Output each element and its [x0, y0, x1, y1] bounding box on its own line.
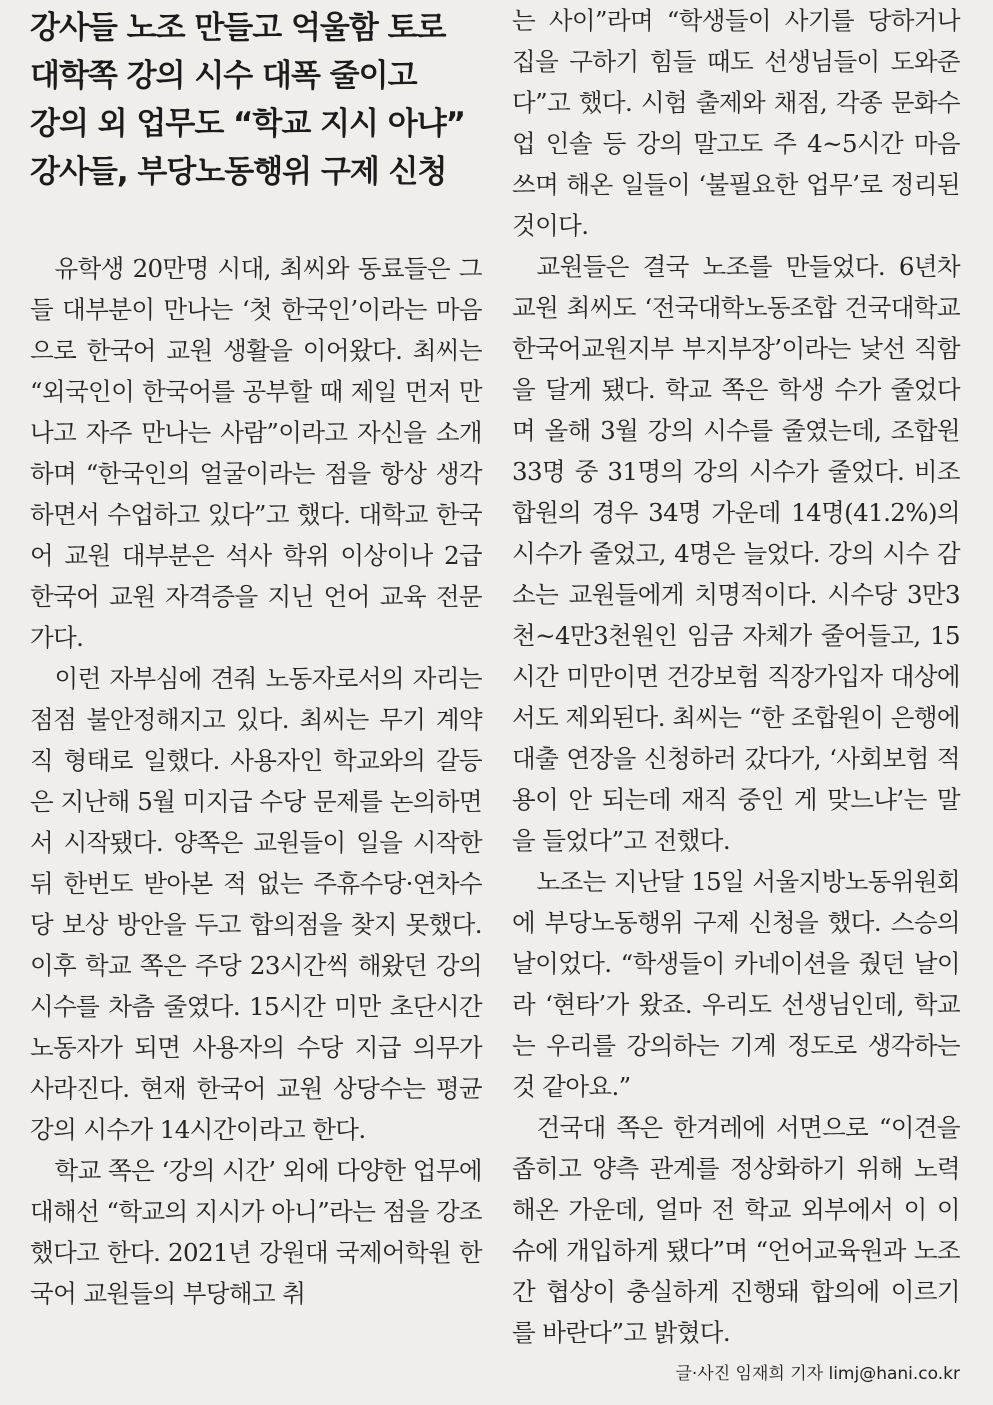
paragraph: 교원들은 결국 노조를 만들었다. 6년차 교원 최씨도 ‘전국대학노동조합 건국대학교 한국어교원지부 부지부장’이라는 낯선 직함을 달게 됐다. 학교 쪽은 학생 수가 줄었다며 올해 3월 강의 시수를 줄였는데, 조합원 33명 중 31명의 강의 시수가 줄었다. 비조합원의 경우 34명 가운데 14명(41.2%)의 시수가 줄었고, 4명은 늘었다. 강의 시수 감소는 교원들에게 치명적이다. 시수당 3만3천~4만3천원인 임금 자체가 줄어들고, 15시간 미만이면 건강보험 직장가입자 대상에서도 제외된다. 최씨는 “한 조합원이 은행에 대출 연장을 신청하러 갔다가, ‘사회보험 적용이 안 되는데 재직 중인 게 맞느냐’는 말을 들었다”고 전했다. — [512, 252, 960, 855]
headline-block — [30, 0, 482, 196]
headline-line-4: 강사들, 부당노동행위 구제 신청 — [30, 154, 447, 190]
paragraph: 이런 자부심에 견줘 노동자로서의 자리는 점점 불안정해지고 있다. 최씨는 무기 계약직 형태로 일했다. 사용자인 학교와의 갈등은 지난해 5월 미지급 수당 문제를 논의하면서 시작됐다. 양쪽은 교원들이 일을 시작한 뒤 한번도 받아본 적 없는 주휴수당·연차수당 보상 방안을 두고 합의점을 찾지 못했다. 이후 학교 쪽은 주당 23시간씩 해왔던 강의 시수를 차츰 줄였다. 15시간 미만 초단시간 노동자가 되면 사용자의 수당 지급 의무가 사라진다. 현재 한국어 교원 상당수는 평균 강의 시수가 14시간이라고 한다. — [30, 664, 482, 1144]
article-body-right — [512, 0, 960, 1353]
paragraph-continuation: 는 사이”라며 “학생들이 사기를 당하거나 집을 구하기 힘들 때도 선생님들이 도와준다”고 했다. 시험 출제와 채점, 각종 문화수업 인솔 등 강의 말고도 주 4~5시간 마음 쓰며 해온 일들이 ‘불필요한 업무’로 정리된 것이다. — [512, 6, 960, 240]
left-column — [30, 0, 482, 1314]
paragraph: 학교 쪽은 ‘강의 시간’ 외에 다양한 업무에 대해선 “학교의 지시가 아니”라는 점을 강조했다고 한다. 2021년 강원대 국제어학원 한국어 교원들의 부당해고 취 — [30, 1156, 482, 1308]
paragraph: 건국대 쪽은 한겨레에 서면으로 “이견을 좁히고 양측 관계를 정상화하기 위해 노력해온 가운데, 얼마 전 학교 외부에서 이 이슈에 개입하게 됐다”며 “언어교육원과 노조 간 협상이 충실하게 진행돼 합의에 이르기를 바란다”고 밝혔다. — [512, 1113, 960, 1347]
headline-line-1: 강사들 노조 만들고 억울함 토로 — [30, 10, 446, 46]
byline: 글·사진 임재희 기자 limj@hani.co.kr — [675, 1364, 960, 1384]
article-body-left — [30, 248, 482, 1314]
right-column — [512, 0, 960, 1384]
paragraph: 노조는 지난달 15일 서울지방노동위원회에 부당노동행위 구제 신청을 했다. 스승의 날이었다. “학생들이 카네이션을 줬던 날이라 ‘현타’가 왔죠. 우리도 선생님인데, 학교는 우리를 강의하는 기계 정도로 생각하는 것 같아요.” — [512, 867, 960, 1101]
headline-line-2: 대학쪽 강의 시수 대폭 줄이고 — [30, 58, 417, 94]
headline-line-3: 강의 외 업무도 “학교 지시 아냐” — [30, 106, 466, 142]
paragraph: 유학생 20만명 시대, 최씨와 동료들은 그들 대부분이 만나는 ‘첫 한국인’이라는 마음으로 한국어 교원 생활을 이어왔다. 최씨는 “외국인이 한국어를 공부할 때 제일 먼저 만나고 자주 만나는 사람”이라고 자신을 소개하며 “한국인의 얼굴이라는 점을 항상 생각하면서 수업하고 있다”고 했다. 대학교 한국어 교원 대부분은 석사 학위 이상이나 2급 한국어 교원 자격증을 지닌 언어 교육 전문가다. — [30, 254, 482, 652]
